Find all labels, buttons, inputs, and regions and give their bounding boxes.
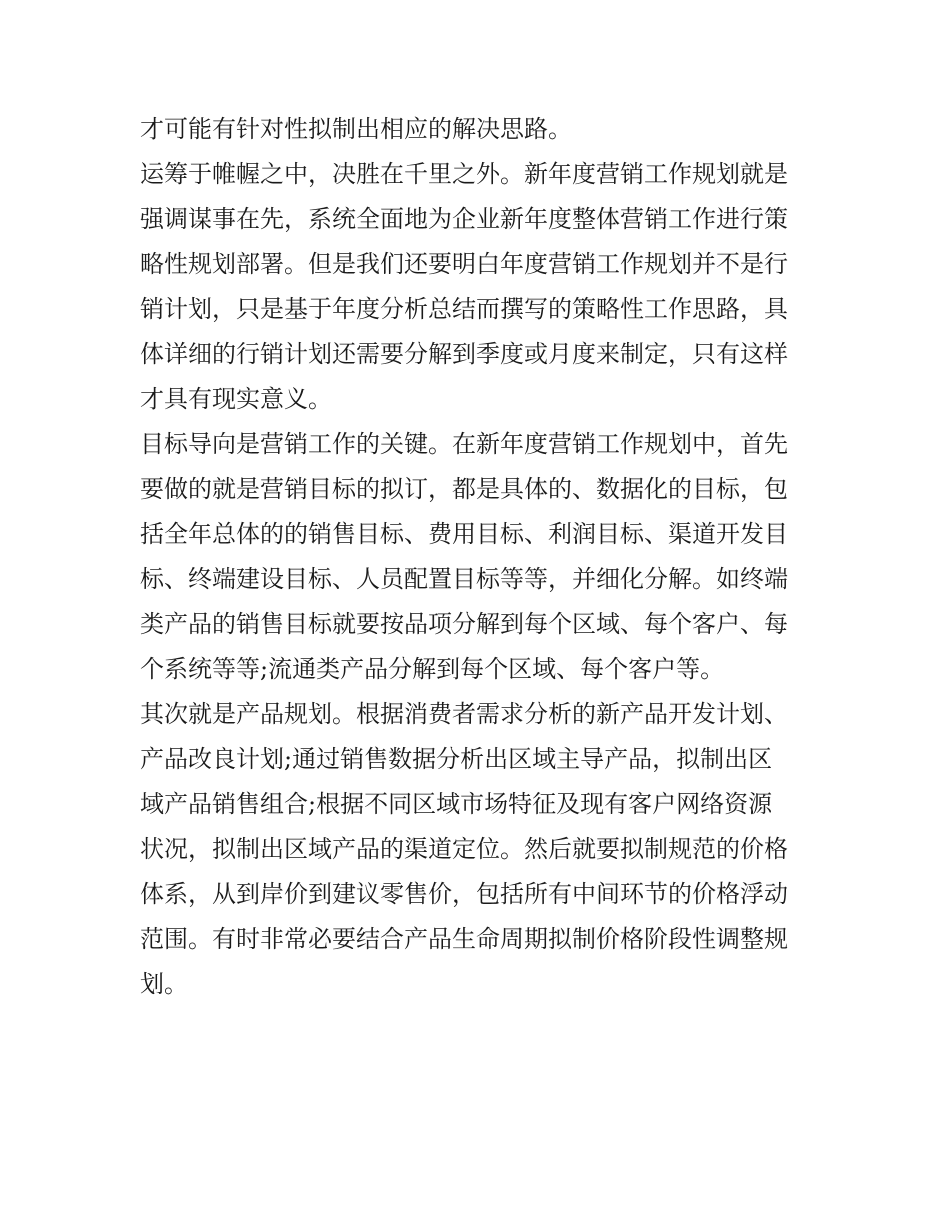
text-line: 才具有现实意义。	[140, 385, 332, 413]
text-line: 产品改良计划;通过销售数据分析出区域主导产品，拟制出区	[140, 745, 773, 773]
text-line: 销计划，只是基于年度分析总结而撰写的策略性工作思路，具	[140, 295, 788, 323]
text-line: 强调谋事在先，系统全面地为企业新年度整体营销工作进行策	[140, 205, 788, 233]
paragraph-4	[140, 692, 816, 1007]
paragraph-1	[140, 107, 816, 152]
text-line: 域产品销售组合;根据不同区域市场特征及现有客户网络资源	[140, 790, 773, 818]
text-line: 范围。有时非常必要结合产品生命周期拟制价格阶段性调整规	[140, 925, 788, 953]
text-line: 标、终端建设目标、人员配置目标等等，并细化分解。如终端	[140, 565, 788, 593]
text-line: 其次就是产品规划。根据消费者需求分析的新产品开发计划、	[140, 700, 788, 728]
text-line: 类产品的销售目标就要按品项分解到每个区域、每个客户、每	[140, 610, 788, 638]
text-line: 略性规划部署。但是我们还要明白年度营销工作规划并不是行	[140, 250, 788, 278]
paragraph-2	[140, 152, 816, 422]
text-line: 个系统等等;流通类产品分解到每个区域、每个客户等。	[140, 655, 725, 683]
text-line: 要做的就是营销目标的拟订，都是具体的、数据化的目标，包	[140, 475, 788, 503]
text-line: 体详细的行销计划还需要分解到季度或月度来制定，只有这样	[140, 340, 788, 368]
text-line: 才可能有针对性拟制出相应的解决思路。	[140, 115, 572, 143]
text-line: 目标导向是营销工作的关键。在新年度营销工作规划中，首先	[140, 430, 788, 458]
body-text	[140, 107, 816, 1007]
text-line: 括全年总体的的销售目标、费用目标、利润目标、渠道开发目	[140, 520, 788, 548]
paragraph-3	[140, 422, 816, 692]
text-line: 体系，从到岸价到建议零售价，包括所有中间环节的价格浮动	[140, 880, 788, 908]
text-line: 状况，拟制出区域产品的渠道定位。然后就要拟制规范的价格	[140, 835, 788, 863]
text-line: 运筹于帷幄之中，决胜在千里之外。新年度营销工作规划就是	[140, 160, 788, 188]
text-line: 划。	[140, 970, 188, 998]
